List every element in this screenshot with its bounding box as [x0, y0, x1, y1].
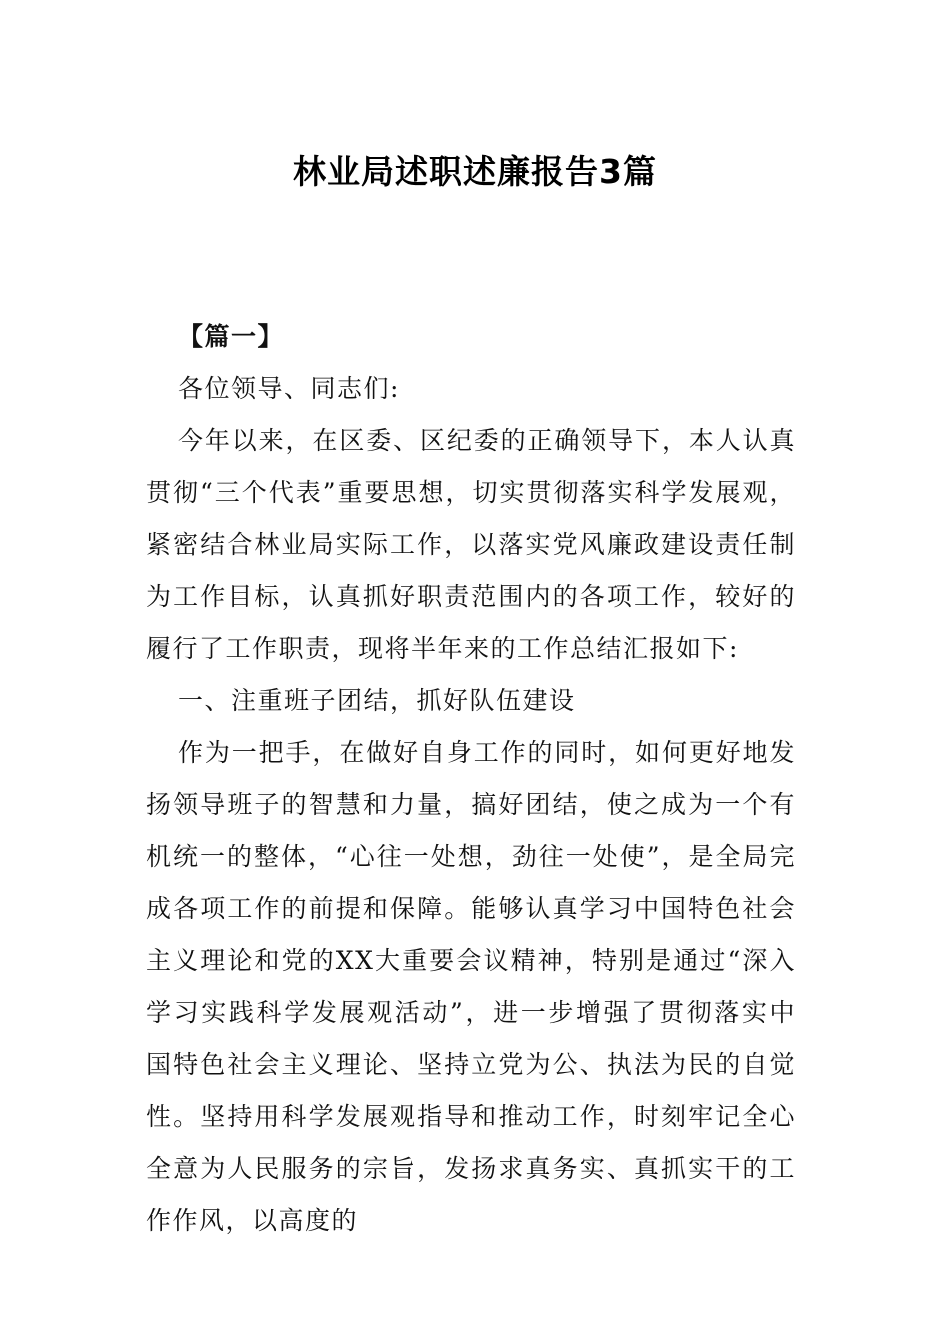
- salutation: 各位领导、同志们:: [178, 374, 400, 403]
- paragraph-intro: 今年以来，在区委、区纪委的正确领导下，本人认真贯彻“三个代表”重要思想，切实贯彻落实科学发展观，紧密结合林业局实际工作，以落实党风廉政建设责任制为工作目标，认真抓好职责范围内的各项工作，较好的履行了工作职责，现将半年来的工作总结汇报如下:: [146, 426, 796, 663]
- document-title: 林业局述职述廉报告3篇: [293, 152, 657, 191]
- document-body: [146, 311, 796, 1247]
- heading-team-unity: 一、注重班子团结，抓好队伍建设: [178, 686, 576, 715]
- section-label: 【篇一】: [178, 322, 285, 351]
- paragraph-team-unity: 作为一把手，在做好自身工作的同时，如何更好地发扬领导班子的智慧和力量，搞好团结，使之成为一个有机统一的整体，“心往一处想，劲往一处使”，是全局完成各项工作的前提和保障。能够认真学习中国特色社会主义理论和党的XX大重要会议精神，特别是通过“深入学习实践科学发展观活动”，进一步增强了贯彻落实中国特色社会主义理论、坚持立党为公、执法为民的自觉性。坚持用科学发展观指导和推动工作，时刻牢记全心全意为人民服务的宗旨，发扬求真务实、真抓实干的工作作风，以高度的: [146, 738, 796, 1235]
